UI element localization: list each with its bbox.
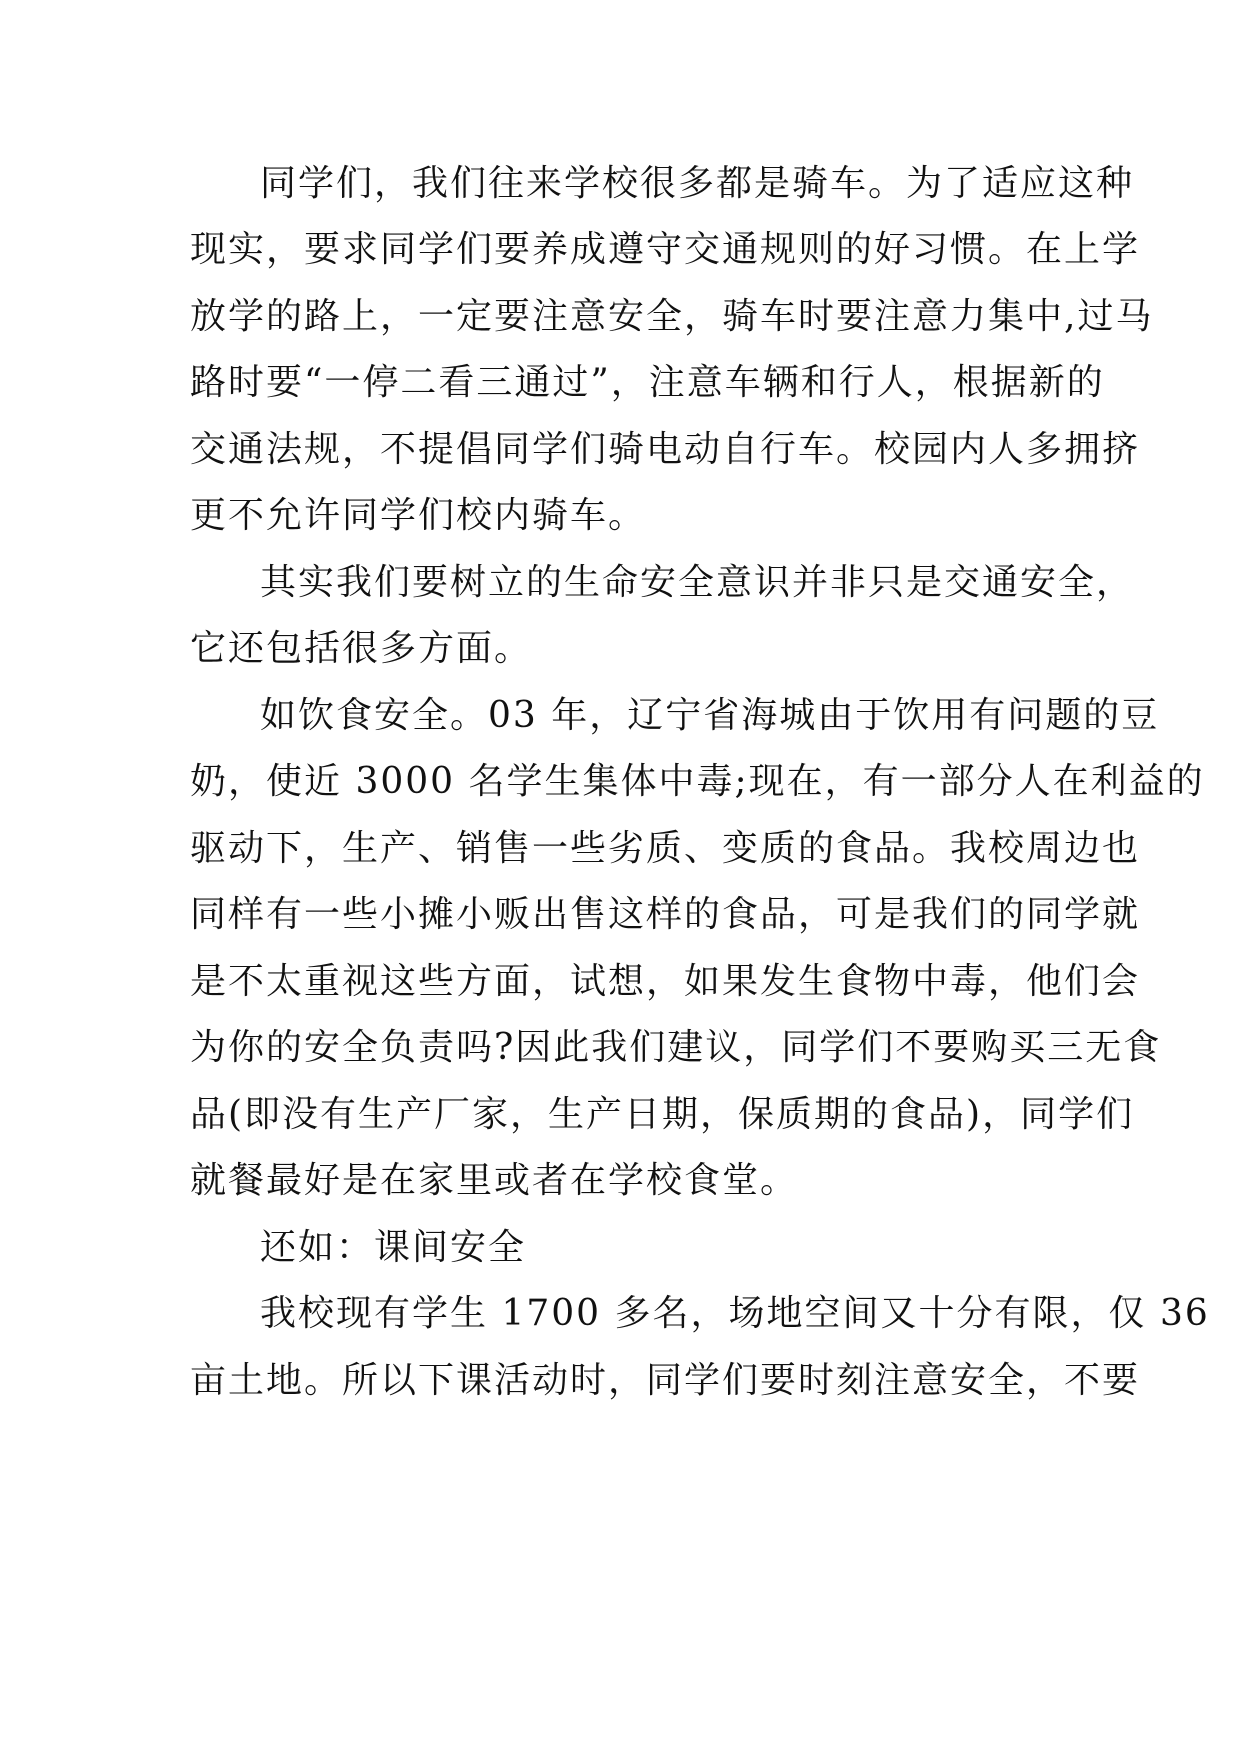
- text-line: 就餐最好是在家里或者在学校食堂。: [190, 1160, 799, 1201]
- text-line: 如饮食安全。03 年，辽宁省海城由于饮用有问题的豆: [260, 695, 1160, 736]
- text-line: 其实我们要树立的生命安全意识并非只是交通安全，: [260, 562, 1135, 603]
- text-line: 放学的路上，一定要注意安全，骑车时要注意力集中,过马: [190, 296, 1154, 337]
- text-line: 路时要“一停二看三通过”，注意车辆和行人，根据新的: [190, 362, 1105, 403]
- text-line: 同样有一些小摊小贩出售这样的食品，可是我们的同学就: [190, 894, 1141, 935]
- text-line: 奶，使近 3000 名学生集体中毒;现在，有一部分人在利益的: [190, 761, 1205, 802]
- text-line: 是不太重视这些方面，试想，如果发生食物中毒，他们会: [190, 961, 1141, 1002]
- text-line: 更不允许同学们校内骑车。: [190, 495, 647, 536]
- text-line: 同学们，我们往来学校很多都是骑车。为了适应这种: [260, 163, 1135, 204]
- text-line: 驱动下，生产、销售一些劣质、变质的食品。我校周边也: [190, 828, 1141, 869]
- text-line: 交通法规，不提倡同学们骑电动自行车。校园内人多拥挤: [190, 429, 1141, 470]
- text-line: 现实，要求同学们要养成遵守交通规则的好习惯。在上学: [190, 229, 1141, 270]
- text-line: 我校现有学生 1700 多名，场地空间又十分有限，仅 36: [260, 1293, 1210, 1334]
- text-line: 亩土地。所以下课活动时，同学们要时刻注意安全，不要: [190, 1360, 1141, 1401]
- text-line: 它还包括很多方面。: [190, 628, 533, 669]
- text-line: 还如：课间安全: [260, 1227, 527, 1268]
- text-line: 品(即没有生产厂家，生产日期，保质期的食品)，同学们: [190, 1094, 1135, 1135]
- text-line: 为你的安全负责吗?因此我们建议，同学们不要购买三无食: [190, 1027, 1162, 1068]
